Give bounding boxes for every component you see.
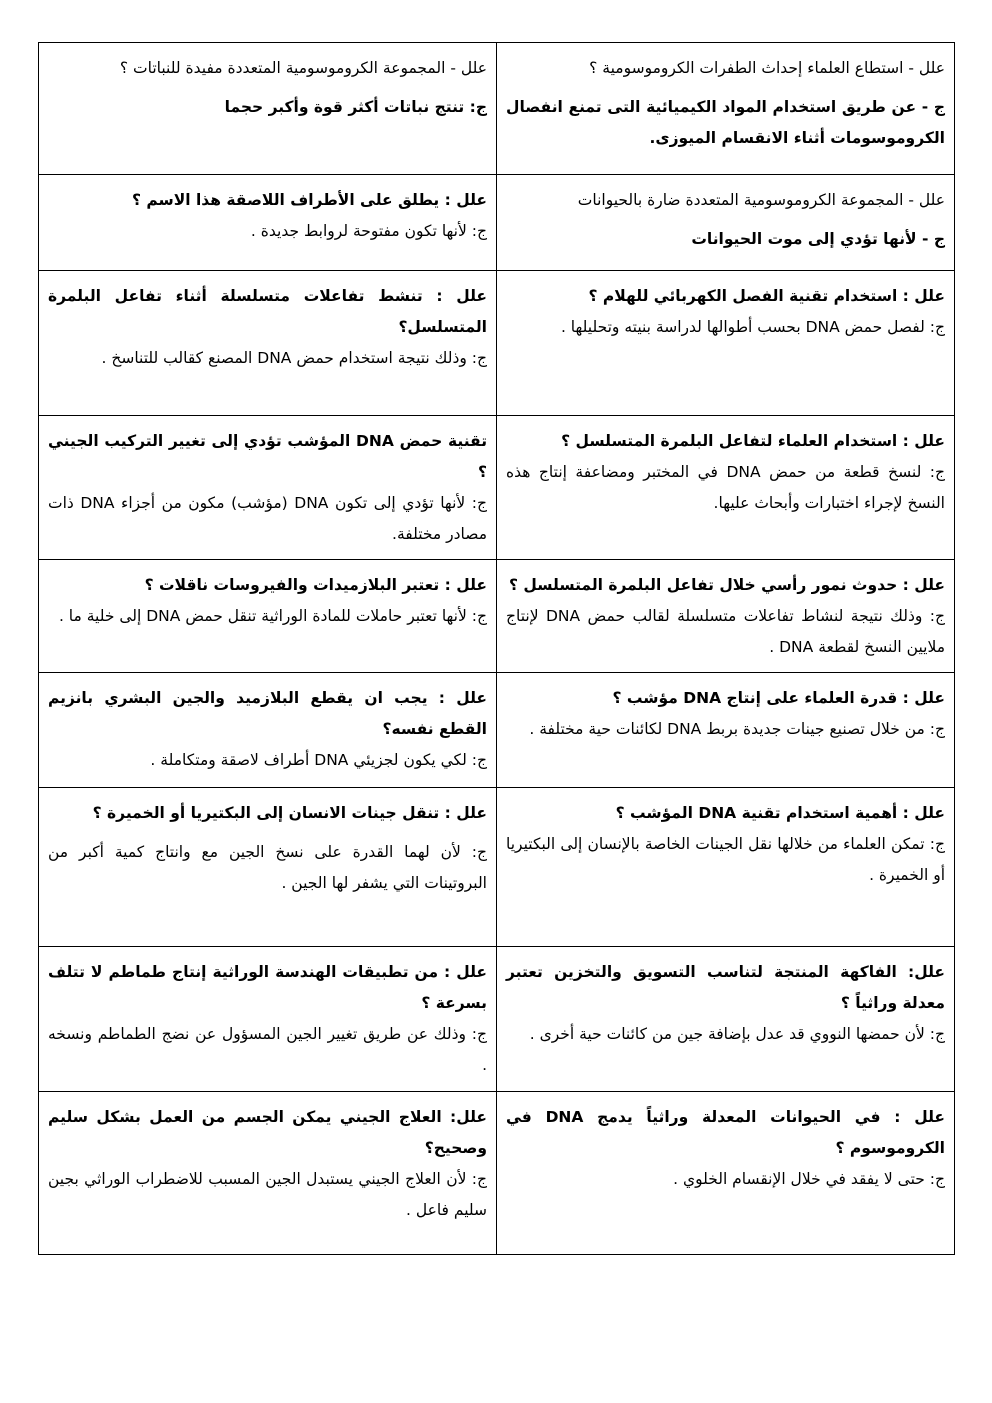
answer-text: ج: لأن العلاج الجيني يستبدل الجين المسبب للاضطراب الوراثي بجين سليم فاعل . [48,1170,487,1219]
qa-cell-left [39,43,497,175]
answer-text: ج - عن طريق استخدام المواد الكيميائية التى تمنع انفصال الكروموسومات أثناء الانقسام الميوزى. [506,98,945,147]
question-text: علل : قدرة العلماء على إنتاج DNA مؤشب ؟ [612,689,945,707]
answer-text: ج: لأنها تعتبر حاملات للمادة الوراثية تنقل حمض DNA إلى خلية ما . [58,607,487,625]
table-row [39,788,955,947]
qa-cell-right [497,947,955,1092]
table-row [39,1092,955,1255]
answer-text: ج: لكي يكون لجزيئي DNA أطراف لاصقة ومتكاملة . [150,751,487,769]
qa-cell-right [497,43,955,175]
qa-cell-left [39,175,497,271]
question-text: علل : تنقل جينات الانسان إلى البكتيريا أو الخميرة ؟ [92,804,487,822]
question-text: علل: العلاج الجيني يمكن الجسم من العمل بشكل سليم وصحيح؟ [48,1108,487,1157]
answer-text: ج: لأنها تكون مفتوحة لروابط جديدة . [250,222,487,240]
answer-text: ج: لأن حمضها النووي قد عدل بإضافة جين من كائنات حية أخرى . [529,1025,945,1043]
qa-cell-left [39,947,497,1092]
table-row [39,271,955,416]
table-row [39,673,955,788]
answer-text: ج: وذلك نتيجة لنشاط تفاعلات متسلسلة لقالب حمض DNA لإنتاج ملايين النسخ لقطعة DNA . [506,607,945,656]
question-text: علل: الفاكهة المنتجة لتناسب التسويق والتخزين تعتبر معدلة وراثياً ؟ [506,963,945,1012]
question-text: علل : استخدام العلماء لتفاعل البلمرة المتسلسل ؟ [561,432,945,450]
answer-text: ج: تمكن العلماء من خلالها نقل الجينات الخاصة بالإنسان إلى البكتيريا أو الخميرة . [506,835,945,884]
question-text: علل - المجموعة الكروموسومية المتعددة ضارة بالحيوانات [577,191,945,209]
table-row [39,175,955,271]
qa-cell-left [39,271,497,416]
question-text: علل : من تطبيقات الهندسة الوراثية إنتاج طماطم لا تتلف بسرعة ؟ [48,963,487,1012]
qa-cell-right [497,788,955,947]
answer-text: ج: وذلك نتيجة استخدام حمض DNA المصنع كقالب للتناسخ . [101,349,487,367]
question-text: علل : يجب ان يقطع البلازميد والجين البشري بانزيم القطع نفسه؟ [48,689,487,738]
qa-cell-right [497,560,955,673]
qa-cell-right [497,271,955,416]
question-text: علل : في الحيوانات المعدلة وراثياً يدمج DNA في الكروموسوم ؟ [506,1108,945,1157]
answer-text: ج: وذلك عن طريق تغيير الجين المسؤول عن نضج الطماطم ونسخه . [48,1025,487,1074]
qa-cell-left [39,673,497,788]
answer-text: ج: لنسخ قطعة من حمض DNA في المختبر ومضاعفة إنتاج هذه النسخ لإجراء اختبارات وأبحاث عليها. [506,463,945,512]
qa-cell-left [39,788,497,947]
qa-cell-right [497,1092,955,1255]
question-text: علل : تنشط تفاعلات متسلسلة أثناء تفاعل البلمرة المتسلسل؟ [48,287,487,336]
question-text: علل : يطلق على الأطراف اللاصقة هذا الاسم ؟ [131,191,487,209]
table-row [39,416,955,560]
question-text: تقنية حمض DNA المؤشب تؤدي إلى تغيير التركيب الجيني ؟ [48,432,488,481]
question-text: علل - المجموعة الكروموسومية المتعددة مفيدة للنباتات ؟ [119,59,487,77]
answer-text: ج: من خلال تصنيع جينات جديدة بربط DNA لكائنات حية مختلفة . [529,720,945,738]
table-row [39,947,955,1092]
question-text: علل : أهمية استخدام تقنية DNA المؤشب ؟ [615,804,945,822]
question-text: علل : حدوث نمور رأسي خلال تفاعل البلمرة المتسلسل ؟ [509,576,945,594]
qa-cell-right [497,673,955,788]
qa-cell-left [39,416,497,560]
table-row [39,560,955,673]
table-row [39,43,955,175]
qa-cell-right [497,416,955,560]
answer-text: ج: تنتج نباتات أكثر قوة وأكبر حجما [224,98,487,116]
question-text: علل : تعتبر البلازميدات والفيروسات ناقلات ؟ [144,576,487,594]
qa-cell-left [39,1092,497,1255]
qa-cell-right [497,175,955,271]
answer-text: ج: حتى لا يفقد في خلال الإنقسام الخلوي . [673,1170,945,1188]
question-text: علل : استخدام تقنية الفصل الكهربائي للهلام ؟ [588,287,945,305]
qa-table [38,42,955,1255]
qa-cell-left [39,560,497,673]
answer-text: ج - لأنها تؤدي إلى موت الحيوانات [691,230,945,248]
answer-text: ج: لأنها تؤدي إلى تكون DNA (مؤشب) مكون من أجزاء DNA ذات مصادر مختلفة. [48,494,488,543]
answer-text: ج: لأن لهما القدرة على نسخ الجين مع وانتاج كمية أكبر من البروتينات التي يشفر لها الجين . [48,843,487,892]
question-text: علل - استطاع العلماء إحداث الطفرات الكروموسومية ؟ [589,59,945,77]
answer-text: ج: لفصل حمض DNA بحسب أطوالها لدراسة بنيته وتحليلها . [560,318,945,336]
